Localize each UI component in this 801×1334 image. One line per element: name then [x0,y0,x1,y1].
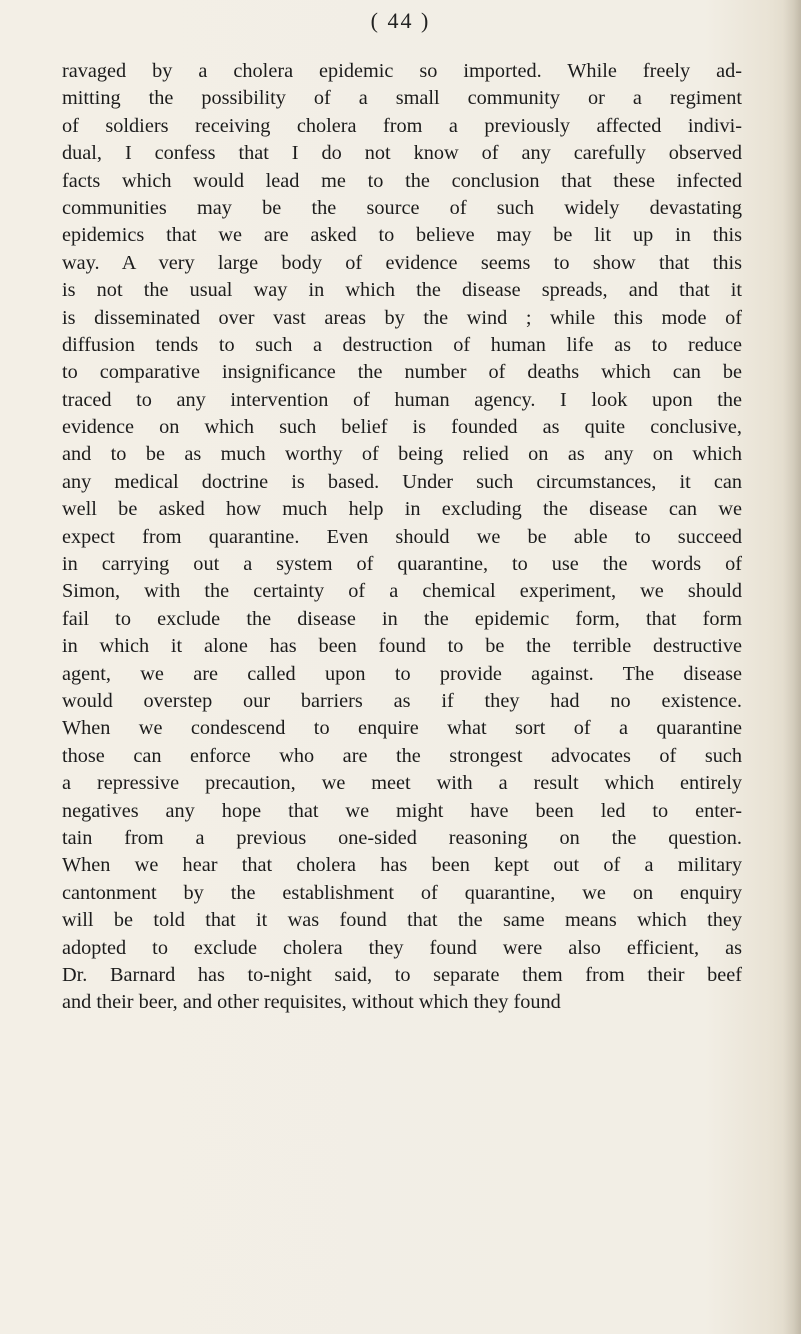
text-line: fail to exclude the disease in the epidemic form, that form [62,607,742,630]
text-line: When we hear that cholera has been kept out of a military [62,854,742,877]
page-number: ( 44 ) [370,8,431,33]
text-line: any medical doctrine is based. Under such circumstances, it can [62,470,742,493]
text-line: well be asked how much help in excluding the disease can we [62,498,742,521]
text-line: facts which would lead me to the conclusion that these infected [62,169,742,192]
text-line: and to be as much worthy of being relied on as any on which [62,443,742,466]
text-line: will be told that it was found that the same means which they [62,909,742,932]
text-line: to comparative insignificance the number of deaths which can be [62,361,742,384]
text-line: cantonment by the establishment of quarantine, we on enquiry [62,881,742,904]
text-line: of soldiers receiving cholera from a previously affected indivi- [62,114,742,137]
text-line: and their beer, and other requisites, without which they found [62,991,561,1014]
text-line: is not the usual way in which the disease spreads, and that it [62,279,742,302]
text-line: in which it alone has been found to be the terrible destructive [62,635,742,658]
text-line: communities may be the source of such widely devastating [62,196,742,219]
text-line: Simon, with the certainty of a chemical experiment, we should [62,580,742,603]
text-line: negatives any hope that we might have been led to enter- [62,799,742,822]
text-line: dual, I confess that I do not know of any carefully observed [62,142,742,165]
text-line: would overstep our barriers as if they had no existence. [62,689,742,712]
text-line: expect from quarantine. Even should we be able to succeed [62,525,742,548]
text-line: mitting the possibility of a small community or a regiment [62,87,742,110]
text-line: epidemics that we are asked to believe may be lit up in this [62,224,742,247]
text-line: those can enforce who are the strongest advocates of such [62,744,742,767]
text-line: adopted to exclude cholera they found were also efficient, as [62,936,742,959]
page-edge-shadow [783,0,801,1334]
text-line: way. A very large body of evidence seems to show that this [62,251,742,274]
text-line: tain from a previous one-sided reasoning on the question. [62,826,742,849]
text-line: is disseminated over vast areas by the wind ; while this mode of [62,306,742,329]
text-line: ravaged by a cholera epidemic so imported. While freely ad- [62,60,742,82]
text-line: agent, we are called upon to provide against. The disease [62,662,742,685]
text-line: When we condescend to enquire what sort of a quarantine [62,717,742,740]
text-line: in carrying out a system of quarantine, to use the words of [62,553,742,576]
body-text [62,58,742,1017]
text-line: a repressive precaution, we meet with a result which entirely [62,772,742,795]
text-line: Dr. Barnard has to-night said, to separate them from their beef [62,963,742,986]
text-line: evidence on which such belief is founded as quite conclusive, [62,416,742,439]
text-line: diffusion tends to such a destruction of human life as to reduce [62,333,742,356]
text-line: traced to any intervention of human agency. I look upon the [62,388,742,411]
